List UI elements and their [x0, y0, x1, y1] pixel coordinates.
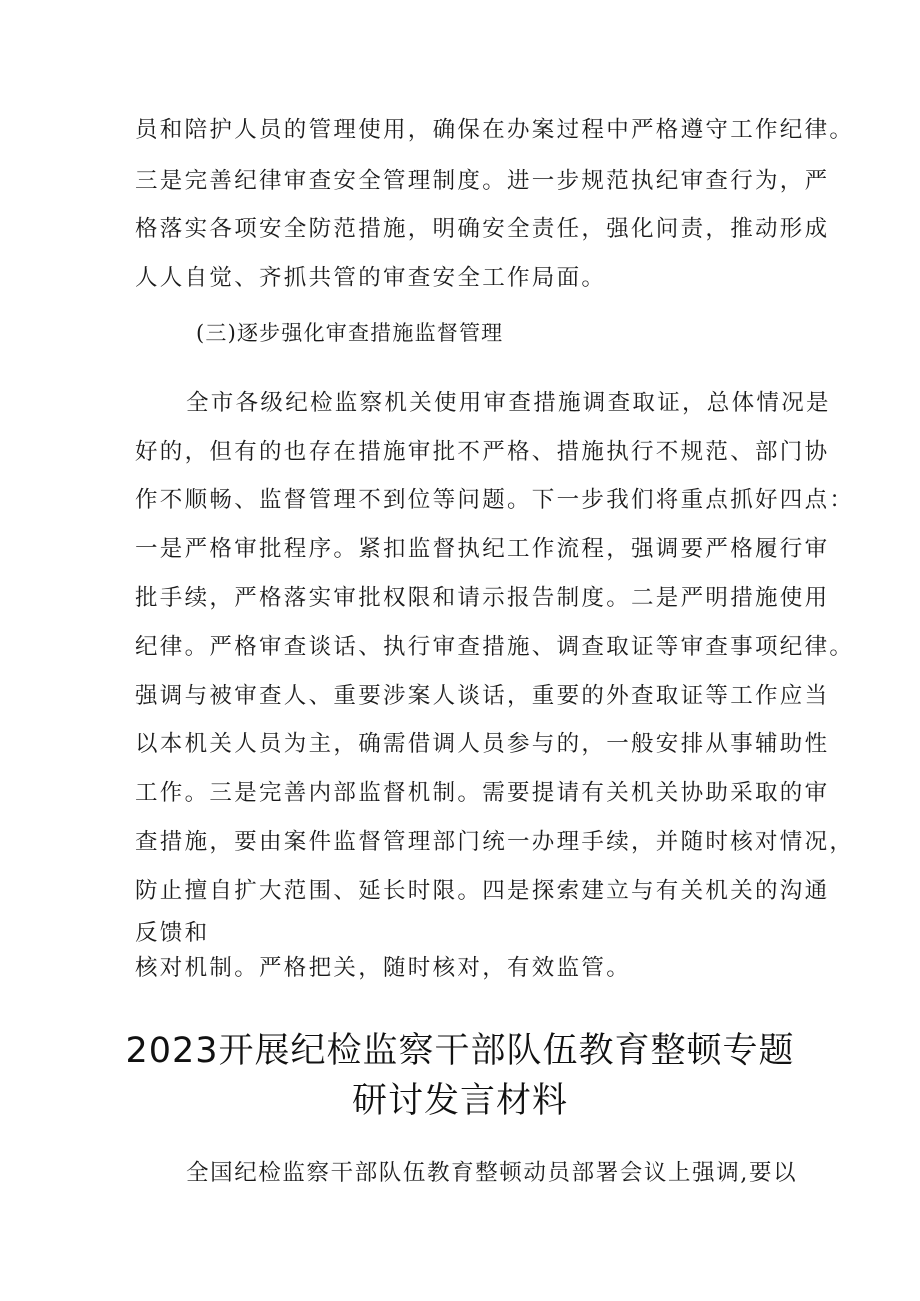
body-text-line: 查措施，要由案件监督管理部门统一办理手续，并随时核对情况， [135, 829, 855, 855]
body-text-line: 强调与被审查人、重要涉案人谈话，重要的外查取证等工作应当 [135, 683, 830, 709]
body-text-line: 防止擅自扩大范围、延长时限。四是探索建立与有关机关的沟通 [135, 878, 830, 904]
body-text-line: 人人自觉、齐抓共管的审查安全工作局面。 [135, 265, 607, 291]
body-text-line: 好的，但有的也存在措施审批不严格、措施执行不规范、部门协 [135, 439, 830, 465]
body-text-line: 作不顺畅、监督管理不到位等问题。下一步我们将重点抓好四点： [135, 487, 855, 513]
section-heading: (三)逐步强化审查措施监督管理 [196, 321, 504, 345]
body-text-line: 员和陪护人员的管理使用，确保在办案过程中严格遵守工作纪律。 [135, 117, 855, 143]
body-text-line: 纪律。严格审查谈话、执行审查措施、调查取证等审查事项纪律。 [135, 634, 855, 660]
body-text-line: 工作。三是完善内部监督机制。需要提请有关机关协助采取的审 [135, 780, 830, 806]
body-text-line: 一是严格审批程序。紧扣监督执纪工作流程，强调要严格履行审 [135, 536, 830, 562]
document-title-line-2: 研讨发言材料 [351, 1081, 568, 1121]
body-text-line: 反馈和 [135, 920, 210, 946]
body-text-line: 格落实各项安全防范措施，明确安全责任，强化问责，推动形成 [135, 216, 830, 242]
document-title-line-1: 2023开展纪检监察干部队伍教育整顿专题 [125, 1031, 795, 1071]
body-text-line: 全市各级纪检监察机关使用审查措施调查取证，总体情况是 [186, 390, 831, 416]
intro-paragraph-line: 全国纪检监察干部队伍教育整顿动员部署会议上强调,要以 [186, 1160, 798, 1186]
body-text-line: 三是完善纪律审查安全管理制度。进一步规范执纪审查行为，严 [135, 168, 830, 194]
body-text-line: 核对机制。严格把关，随时核对，有效监管。 [135, 955, 632, 981]
body-text-line: 批手续，严格落实审批权限和请示报告制度。二是严明措施使用 [135, 585, 830, 611]
body-text-line: 以本机关人员为主，确需借调人员参与的，一般安排从事辅助性 [135, 731, 830, 757]
